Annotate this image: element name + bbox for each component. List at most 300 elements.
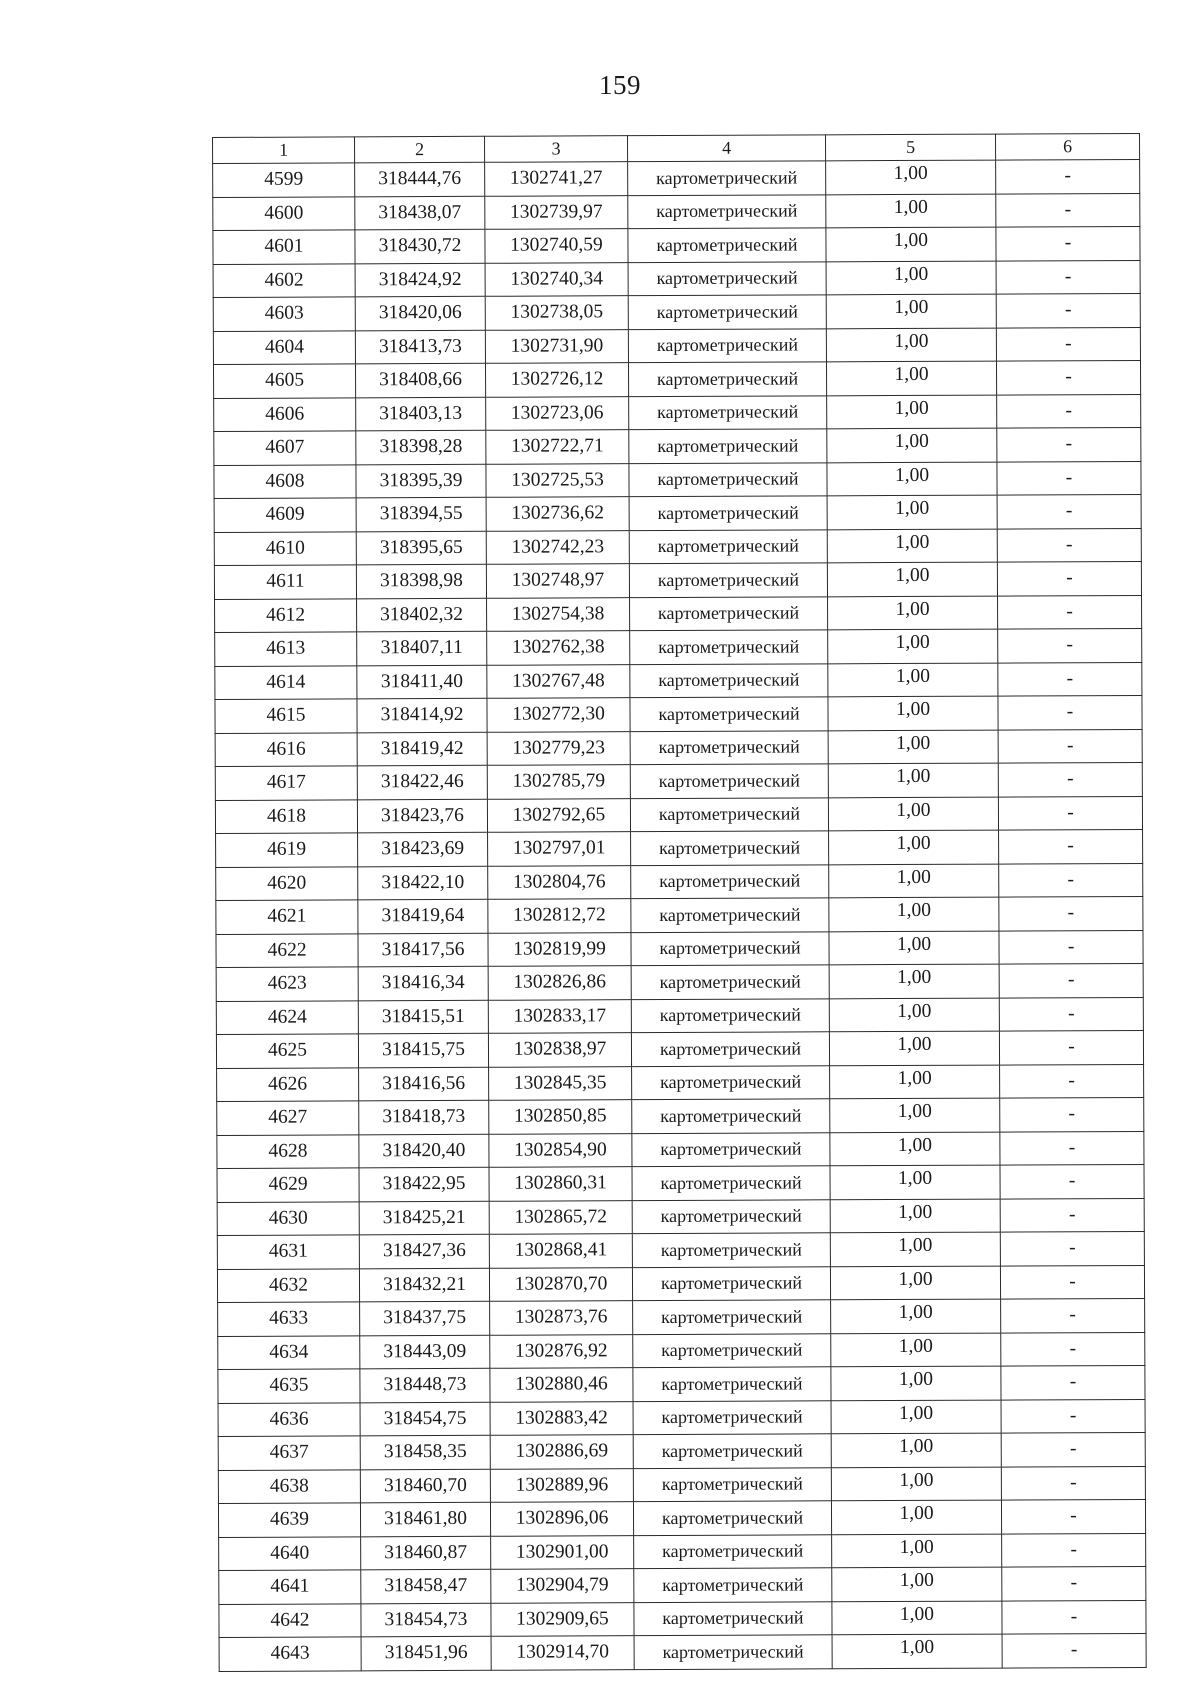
cell-x-coordinate: 318461,80 (360, 1502, 490, 1536)
cell-y-coordinate: 1302754,38 (487, 597, 630, 631)
table-row (214, 394, 1141, 432)
cell-point-number: 4643 (219, 1637, 361, 1671)
cell-note: - (1001, 1332, 1145, 1366)
cell-accuracy: 1,00 (830, 1132, 1000, 1166)
cell-y-coordinate: 1302725,53 (486, 463, 629, 497)
cell-note: - (998, 628, 1142, 662)
cell-accuracy: 1,00 (832, 1534, 1002, 1568)
cell-note: - (997, 494, 1141, 528)
cell-accuracy: 1,00 (826, 261, 996, 295)
cell-point-number: 4612 (215, 598, 357, 632)
cell-x-coordinate: 318395,39 (356, 464, 486, 498)
cell-y-coordinate: 1302880,46 (490, 1368, 633, 1402)
cell-method: картометрический (631, 831, 829, 865)
cell-note: - (999, 829, 1143, 863)
cell-method: картометрический (632, 1233, 830, 1267)
table-row (215, 729, 1142, 767)
cell-accuracy: 1,00 (828, 663, 998, 697)
cell-y-coordinate: 1302819,99 (488, 932, 631, 966)
cell-x-coordinate: 318407,11 (357, 631, 487, 665)
cell-note: - (997, 394, 1141, 428)
cell-y-coordinate: 1302873,76 (490, 1301, 633, 1335)
cell-y-coordinate: 1302804,76 (488, 865, 631, 899)
cell-point-number: 4613 (215, 632, 357, 666)
cell-note: - (1001, 1298, 1145, 1332)
table-row (215, 796, 1142, 834)
cell-note: - (1000, 1265, 1144, 1299)
cell-note: - (998, 695, 1142, 729)
cell-method: картометрический (631, 998, 829, 1032)
cell-note: - (1001, 1399, 1145, 1433)
cell-x-coordinate: 318454,73 (361, 1603, 491, 1637)
table-row (219, 1633, 1146, 1671)
cell-method: картометрический (632, 1132, 830, 1166)
cell-y-coordinate: 1302772,30 (487, 698, 630, 732)
cell-point-number: 4635 (218, 1369, 360, 1403)
cell-x-coordinate: 318417,56 (358, 933, 488, 967)
cell-note: - (999, 896, 1143, 930)
cell-note: - (996, 159, 1140, 193)
table-row (214, 561, 1141, 599)
cell-note: - (998, 662, 1142, 696)
cell-y-coordinate: 1302868,41 (489, 1234, 632, 1268)
cell-x-coordinate: 318430,72 (355, 229, 485, 263)
cell-method: картометрический (631, 965, 829, 999)
cell-method: картометрический (633, 1434, 831, 1468)
cell-note: - (1001, 1499, 1145, 1533)
cell-y-coordinate: 1302779,23 (487, 731, 630, 765)
cell-accuracy: 1,00 (826, 227, 996, 261)
table-row (213, 360, 1140, 398)
cell-y-coordinate: 1302826,86 (488, 966, 631, 1000)
cell-point-number: 4636 (218, 1402, 360, 1436)
cell-point-number: 4625 (216, 1034, 358, 1068)
cell-point-number: 4600 (213, 196, 355, 230)
cell-method: картометрический (634, 1635, 832, 1669)
table-row (216, 1030, 1143, 1068)
cell-method: картометрический (628, 161, 826, 195)
cell-point-number: 4626 (217, 1067, 359, 1101)
cell-note: - (1000, 1131, 1144, 1165)
table-row (219, 1533, 1146, 1571)
cell-accuracy: 1,00 (826, 160, 996, 194)
table-row (214, 528, 1141, 566)
cell-y-coordinate: 1302896,06 (490, 1502, 633, 1536)
cell-note: - (996, 226, 1140, 260)
cell-note: - (998, 762, 1142, 796)
cell-note: - (997, 461, 1141, 495)
cell-x-coordinate: 318422,95 (359, 1167, 489, 1201)
cell-y-coordinate: 1302854,90 (489, 1133, 632, 1167)
cell-x-coordinate: 318427,36 (359, 1234, 489, 1268)
cell-method: картометрический (630, 663, 828, 697)
cell-accuracy: 1,00 (832, 1567, 1002, 1601)
cell-y-coordinate: 1302785,79 (487, 765, 630, 799)
cell-y-coordinate: 1302886,69 (490, 1435, 633, 1469)
cell-note: - (999, 1030, 1143, 1064)
cell-x-coordinate: 318414,92 (357, 698, 487, 732)
cell-accuracy: 1,00 (830, 1165, 1000, 1199)
column-header-6: 6 (995, 133, 1139, 160)
cell-y-coordinate: 1302741,27 (485, 162, 628, 196)
cell-x-coordinate: 318413,73 (355, 330, 485, 364)
column-header-3: 3 (484, 136, 627, 163)
cell-x-coordinate: 318437,75 (360, 1301, 490, 1335)
cell-x-coordinate: 318460,70 (360, 1469, 490, 1503)
cell-method: картометрический (634, 1568, 832, 1602)
cell-note: - (997, 528, 1141, 562)
table-body (213, 159, 1147, 1671)
cell-point-number: 4637 (218, 1436, 360, 1470)
table-row (215, 595, 1142, 633)
cell-x-coordinate: 318408,66 (355, 363, 485, 397)
cell-y-coordinate: 1302812,72 (488, 899, 631, 933)
cell-method: картометрический (628, 194, 826, 228)
table-row (219, 1600, 1146, 1638)
cell-method: картометрический (632, 1099, 830, 1133)
cell-method: картометрический (634, 1534, 832, 1568)
table-row (217, 1164, 1144, 1202)
cell-point-number: 4632 (217, 1268, 359, 1302)
cell-y-coordinate: 1302748,97 (486, 564, 629, 598)
cell-point-number: 4616 (215, 732, 357, 766)
cell-method: картометрический (634, 1601, 832, 1635)
cell-point-number: 4621 (216, 900, 358, 934)
cell-accuracy: 1,00 (829, 998, 999, 1032)
cell-accuracy: 1,00 (828, 696, 998, 730)
table-row (218, 1399, 1145, 1437)
cell-y-coordinate: 1302726,12 (485, 363, 628, 397)
cell-method: картометрический (633, 1501, 831, 1535)
cell-x-coordinate: 318438,07 (355, 196, 485, 230)
cell-x-coordinate: 318415,75 (358, 1033, 488, 1067)
cell-y-coordinate: 1302845,35 (489, 1066, 632, 1100)
cell-accuracy: 1,00 (826, 328, 996, 362)
cell-y-coordinate: 1302901,00 (491, 1535, 634, 1569)
cell-x-coordinate: 318420,40 (359, 1134, 489, 1168)
cell-x-coordinate: 318398,98 (356, 564, 486, 598)
cell-note: - (1000, 1097, 1144, 1131)
cell-x-coordinate: 318415,51 (358, 1000, 488, 1034)
table-row (217, 1064, 1144, 1102)
cell-method: картометрический (632, 1199, 830, 1233)
cell-x-coordinate: 318402,32 (357, 598, 487, 632)
cell-y-coordinate: 1302736,62 (486, 497, 629, 531)
cell-accuracy: 1,00 (831, 1467, 1001, 1501)
cell-point-number: 4639 (218, 1503, 360, 1537)
cell-point-number: 4631 (217, 1235, 359, 1269)
cell-accuracy: 1,00 (826, 361, 996, 395)
cell-y-coordinate: 1302860,31 (489, 1167, 632, 1201)
cell-method: картометрический (631, 864, 829, 898)
table-row (213, 293, 1140, 331)
cell-y-coordinate: 1302904,79 (491, 1569, 634, 1603)
cell-y-coordinate: 1302738,05 (485, 296, 628, 330)
cell-x-coordinate: 318416,34 (358, 966, 488, 1000)
cell-x-coordinate: 318460,87 (361, 1536, 491, 1570)
cell-accuracy: 1,00 (832, 1634, 1002, 1668)
cell-method: картометрический (633, 1333, 831, 1367)
cell-accuracy: 1,00 (830, 1065, 1000, 1099)
cell-x-coordinate: 318403,13 (356, 397, 486, 431)
cell-accuracy: 1,00 (831, 1400, 1001, 1434)
cell-method: картометрический (631, 1032, 829, 1066)
cell-point-number: 4630 (217, 1201, 359, 1235)
table-row (215, 628, 1142, 666)
cell-method: картометрический (630, 630, 828, 664)
cell-accuracy: 1,00 (829, 830, 999, 864)
cell-accuracy: 1,00 (831, 1433, 1001, 1467)
cell-method: картометрический (630, 697, 828, 731)
cell-method: картометрический (628, 228, 826, 262)
cell-y-coordinate: 1302914,70 (491, 1636, 634, 1670)
cell-point-number: 4619 (216, 833, 358, 867)
cell-y-coordinate: 1302740,59 (485, 229, 628, 263)
cell-point-number: 4610 (214, 531, 356, 565)
cell-point-number: 4604 (213, 330, 355, 364)
cell-x-coordinate: 318444,76 (355, 162, 485, 196)
cell-method: картометрический (629, 462, 827, 496)
cell-y-coordinate: 1302833,17 (488, 999, 631, 1033)
cell-point-number: 4642 (219, 1603, 361, 1637)
cell-accuracy: 1,00 (828, 730, 998, 764)
cell-note: - (999, 863, 1143, 897)
table-row (214, 461, 1141, 499)
cell-y-coordinate: 1302731,90 (485, 329, 628, 363)
table-row (218, 1298, 1145, 1336)
cell-method: картометрический (629, 496, 827, 530)
cell-method: картометрический (630, 596, 828, 630)
cell-point-number: 4605 (213, 364, 355, 398)
cell-x-coordinate: 318424,92 (355, 263, 485, 297)
cell-point-number: 4599 (213, 163, 355, 197)
cell-x-coordinate: 318419,64 (358, 899, 488, 933)
cell-y-coordinate: 1302722,71 (486, 430, 629, 464)
cell-note: - (997, 561, 1141, 595)
cell-method: картометрический (633, 1467, 831, 1501)
cell-x-coordinate: 318448,73 (360, 1368, 490, 1402)
cell-note: - (1002, 1566, 1146, 1600)
cell-note: - (998, 796, 1142, 830)
table-row (216, 896, 1143, 934)
table-row (217, 1097, 1144, 1135)
cell-accuracy: 1,00 (831, 1333, 1001, 1367)
cell-x-coordinate: 318443,09 (360, 1335, 490, 1369)
cell-method: картометрический (629, 563, 827, 597)
page-number: 159 (599, 70, 641, 100)
cell-accuracy: 1,00 (829, 931, 999, 965)
table-row (214, 427, 1141, 465)
cell-y-coordinate: 1302723,06 (486, 396, 629, 430)
table-row (216, 930, 1143, 968)
table-row (218, 1432, 1145, 1470)
cell-accuracy: 1,00 (827, 428, 997, 462)
cell-method: картометрический (632, 1166, 830, 1200)
cell-x-coordinate: 318454,75 (360, 1402, 490, 1436)
cell-point-number: 4620 (216, 866, 358, 900)
cell-method: картометрический (633, 1367, 831, 1401)
cell-accuracy: 1,00 (830, 1098, 1000, 1132)
cell-point-number: 4608 (214, 464, 356, 498)
cell-note: - (996, 260, 1140, 294)
cell-accuracy: 1,00 (828, 596, 998, 630)
cell-point-number: 4617 (215, 766, 357, 800)
cell-point-number: 4606 (214, 397, 356, 431)
cell-accuracy: 1,00 (830, 1199, 1000, 1233)
column-header-5: 5 (825, 134, 995, 161)
cell-x-coordinate: 318395,65 (356, 531, 486, 565)
table-row (213, 193, 1140, 231)
cell-point-number: 4601 (213, 230, 355, 264)
table-row (215, 662, 1142, 700)
cell-point-number: 4602 (213, 263, 355, 297)
cell-y-coordinate: 1302870,70 (489, 1267, 632, 1301)
cell-x-coordinate: 318394,55 (356, 497, 486, 531)
cell-method: картометрический (633, 1300, 831, 1334)
cell-accuracy: 1,00 (827, 529, 997, 563)
cell-x-coordinate: 318451,96 (361, 1636, 491, 1670)
cell-x-coordinate: 318418,73 (359, 1100, 489, 1134)
cell-x-coordinate: 318458,35 (360, 1435, 490, 1469)
cell-y-coordinate: 1302865,72 (489, 1200, 632, 1234)
table-row (213, 327, 1140, 365)
cell-accuracy: 1,00 (830, 1232, 1000, 1266)
table-row (217, 1131, 1144, 1169)
cell-note: - (1001, 1432, 1145, 1466)
cell-method: картометрический (630, 730, 828, 764)
table-row (218, 1332, 1145, 1370)
cell-point-number: 4633 (218, 1302, 360, 1336)
cell-method: картометрический (630, 764, 828, 798)
cell-x-coordinate: 318423,69 (358, 832, 488, 866)
cell-accuracy: 1,00 (827, 462, 997, 496)
cell-method: картометрический (632, 1065, 830, 1099)
cell-note: - (997, 427, 1141, 461)
cell-note: - (999, 963, 1143, 997)
cell-method: картометрический (628, 261, 826, 295)
cell-x-coordinate: 318432,21 (359, 1268, 489, 1302)
cell-accuracy: 1,00 (829, 964, 999, 998)
cell-accuracy: 1,00 (827, 495, 997, 529)
table-row (217, 1198, 1144, 1236)
cell-accuracy: 1,00 (826, 294, 996, 328)
cell-y-coordinate: 1302740,34 (485, 262, 628, 296)
cell-point-number: 4640 (219, 1536, 361, 1570)
cell-note: - (1002, 1600, 1146, 1634)
cell-point-number: 4638 (218, 1469, 360, 1503)
cell-accuracy: 1,00 (831, 1366, 1001, 1400)
cell-note: - (996, 360, 1140, 394)
cell-y-coordinate: 1302889,96 (490, 1468, 633, 1502)
table-row (213, 159, 1140, 197)
cell-method: картометрический (630, 797, 828, 831)
cell-x-coordinate: 318422,10 (358, 866, 488, 900)
cell-accuracy: 1,00 (827, 395, 997, 429)
cell-point-number: 4611 (214, 565, 356, 599)
table-row (213, 226, 1140, 264)
cell-x-coordinate: 318425,21 (359, 1201, 489, 1235)
cell-note: - (1000, 1198, 1144, 1232)
cell-note: - (1000, 1164, 1144, 1198)
cell-x-coordinate: 318422,46 (357, 765, 487, 799)
cell-y-coordinate: 1302767,48 (487, 664, 630, 698)
cell-note: - (996, 193, 1140, 227)
cell-accuracy: 1,00 (829, 1031, 999, 1065)
cell-accuracy: 1,00 (828, 629, 998, 663)
cell-note: - (998, 729, 1142, 763)
cell-accuracy: 1,00 (828, 797, 998, 831)
column-header-1: 1 (213, 137, 355, 164)
column-header-2: 2 (355, 136, 485, 163)
cell-method: картометрический (631, 898, 829, 932)
table-row (216, 963, 1143, 1001)
cell-y-coordinate: 1302909,65 (491, 1602, 634, 1636)
cell-x-coordinate: 318420,06 (355, 296, 485, 330)
cell-note: - (998, 595, 1142, 629)
cell-point-number: 4628 (217, 1134, 359, 1168)
cell-y-coordinate: 1302792,65 (487, 798, 630, 832)
cell-note: - (1000, 1231, 1144, 1265)
cell-point-number: 4622 (216, 933, 358, 967)
table-row (217, 1265, 1144, 1303)
header-row (213, 133, 1140, 163)
cell-note: - (999, 930, 1143, 964)
cell-x-coordinate: 318419,42 (357, 732, 487, 766)
cell-method: картометрический (631, 931, 829, 965)
table-row (215, 762, 1142, 800)
cell-accuracy: 1,00 (827, 562, 997, 596)
cell-method: картометрический (629, 395, 827, 429)
cell-accuracy: 1,00 (829, 897, 999, 931)
cell-point-number: 4609 (214, 498, 356, 532)
cell-note: - (999, 997, 1143, 1031)
cell-x-coordinate: 318416,56 (359, 1067, 489, 1101)
cell-point-number: 4634 (218, 1335, 360, 1369)
cell-accuracy: 1,00 (826, 194, 996, 228)
cell-point-number: 4603 (213, 297, 355, 331)
cell-method: картометрический (629, 529, 827, 563)
cell-accuracy: 1,00 (829, 864, 999, 898)
cell-method: картометрический (632, 1266, 830, 1300)
table-row (216, 997, 1143, 1035)
cell-note: - (1002, 1633, 1146, 1667)
cell-point-number: 4623 (216, 967, 358, 1001)
cell-method: картометрический (628, 328, 826, 362)
table-row (218, 1499, 1145, 1537)
cell-accuracy: 1,00 (828, 763, 998, 797)
cell-x-coordinate: 318458,47 (361, 1569, 491, 1603)
cell-x-coordinate: 318411,40 (357, 665, 487, 699)
cell-y-coordinate: 1302742,23 (486, 530, 629, 564)
cell-point-number: 4607 (214, 431, 356, 465)
cell-accuracy: 1,00 (831, 1299, 1001, 1333)
cell-point-number: 4641 (219, 1570, 361, 1604)
table-row (216, 829, 1143, 867)
cell-note: - (1000, 1064, 1144, 1098)
cell-note: - (996, 293, 1140, 327)
cell-method: картометрический (628, 295, 826, 329)
table-row (214, 494, 1141, 532)
table-row (217, 1231, 1144, 1269)
cell-point-number: 4615 (215, 699, 357, 733)
cell-note: - (996, 327, 1140, 361)
cell-x-coordinate: 318423,76 (357, 799, 487, 833)
cell-note: - (1002, 1533, 1146, 1567)
cell-y-coordinate: 1302883,42 (490, 1401, 633, 1435)
cell-point-number: 4627 (217, 1101, 359, 1135)
cell-point-number: 4618 (215, 799, 357, 833)
cell-y-coordinate: 1302838,97 (488, 1033, 631, 1067)
